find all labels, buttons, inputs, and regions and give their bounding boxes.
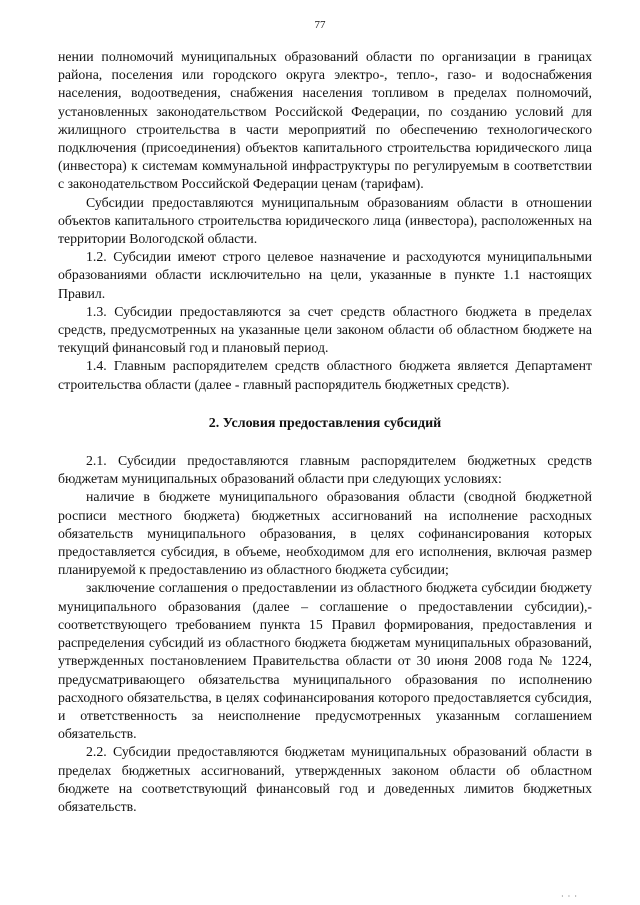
page-number: 77 — [314, 19, 326, 31]
paragraph-1-4: 1.4. Главным распорядителем средств областного бюджета является Департамент строительства области (далее - главный распорядитель бюджетных средств). — [58, 358, 592, 392]
paragraph-subsidies-scope: Субсидии предоставляются муниципальным образованиям области в отношении объектов капитального строительства юридического лица (инвестора), расположенных на территории Вологодской области. — [58, 194, 592, 247]
paragraph-condition-agreement: заключение соглашения о предоставлении из областного бюджета субсидии бюджету муниципального образования (далее – соглашение о предоставлении субсидии),-соответствующего требованием пункта 15 Правил формирования, предоставления и распределения субсидий из областного бюджета бюджетам муниципальных образований, утвержденных постановлением Правительства области от 30 июня 2008 года № 1224, предусматривающего обязательства муниципального образования по исполнению расходного обязательства, в целях софинансирования которого предоставляется субсидия, и ответственность за неисполнение предусмотренных указанным соглашением обязательств. — [58, 580, 592, 742]
scan-corner-mark: · · · — [561, 892, 578, 901]
document-body — [58, 48, 592, 816]
section-heading: 2. Условия предоставления субсидий — [208, 415, 442, 431]
paragraph-condition-budget: наличие в бюджете муниципального образования области (сводной бюджетной росписи местного бюджета) бюджетных ассигнований на исполнение расходных обязательств муниципального образования, в целях софинансирования которых предоставляется субсидия, в объеме, необходимом для его исполнения, включая размер планируемой к предоставлению из областного бюджета субсидии; — [58, 489, 592, 578]
paragraph-continuation: нении полномочий муниципальных образований области по организации в границах района, поселения или городского округа электро-, тепло-, газо- и водоснабжения населения, водоотведения, снабжения населения топливом в пределах полномочий, установленных законодательством Российской Федерации, по созданию условий для жилищного строительства в части мероприятий по обеспечению технологического подключения (присоединения) объектов капитального строительства юридического лица (инвестора) к системам коммунальной инфраструктуры по регулируемым в соответствии с законодательством Российской Федерации ценам (тарифам). — [58, 49, 592, 192]
paragraph-2-2: 2.2. Субсидии предоставляются бюджетам муниципальных образований области в пределах бюджетных ассигнований, утвержденных законом области об областном бюджете на соответствующий финансовый год и доведенных лимитов бюджетных обязательств. — [58, 744, 592, 814]
paragraph-1-2: 1.2. Субсидии имеют строго целевое назначение и расходуются муниципальными образованиями области исключительно на цели, указанные в пункте 1.1 настоящих Правил. — [58, 249, 592, 301]
paragraph-2-1: 2.1. Субсидии предоставляются главным распорядителем бюджетных средств бюджетам муниципальных образований области при следующих условиях: — [58, 453, 592, 487]
paragraph-1-3: 1.3. Субсидии предоставляются за счет средств областного бюджета в пределах средств, предусмотренных на указанные цели законом области об областном бюджете на текущий финансовый год и плановый период. — [58, 303, 592, 356]
